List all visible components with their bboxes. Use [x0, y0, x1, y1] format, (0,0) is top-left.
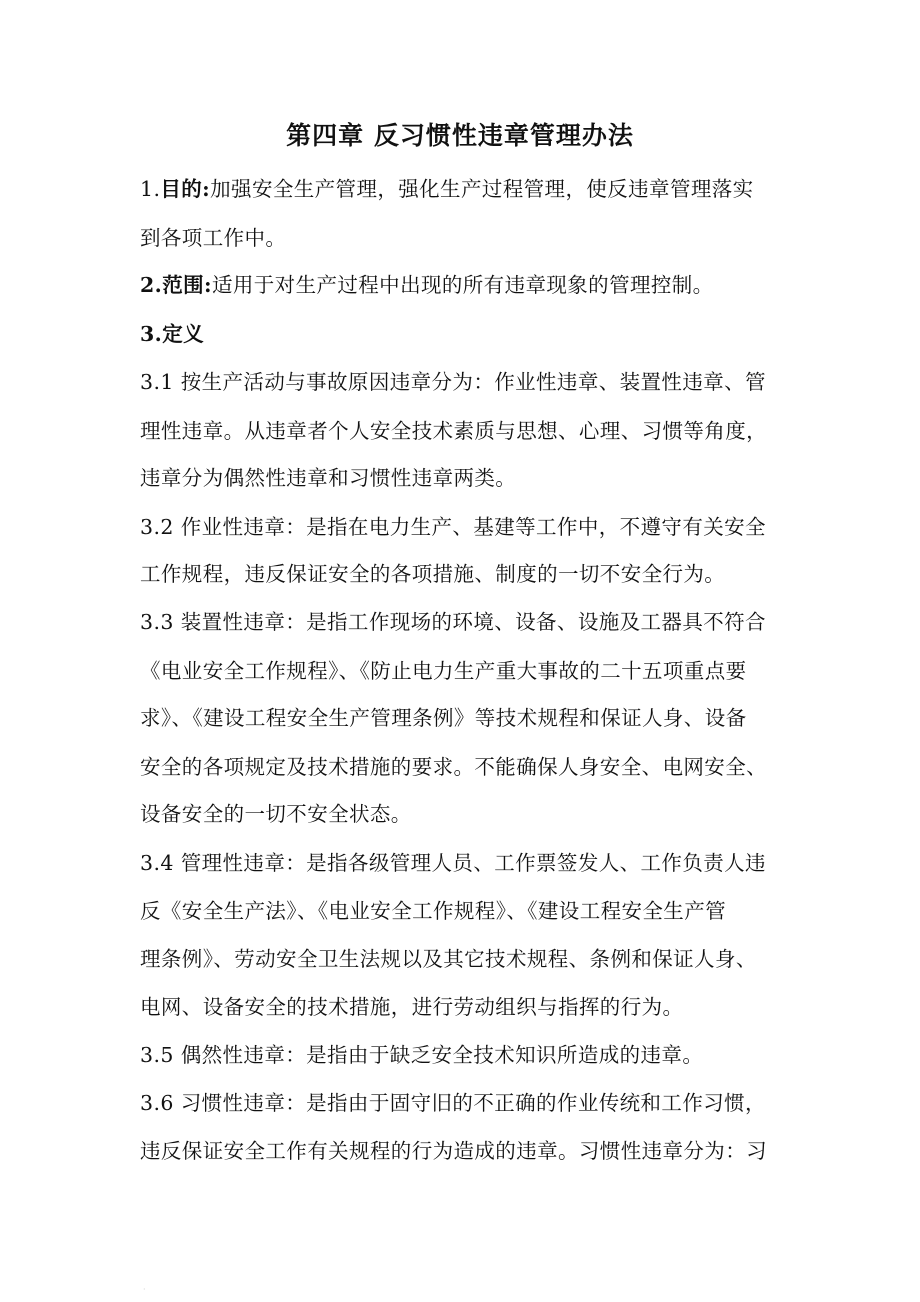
text-line: [140, 268, 714, 298]
text-line: 3.3 装置性违章：是指工作现场的环境、设备、设施及工器具不符合: [140, 610, 766, 634]
text-line: 设备安全的一切不安全状态。: [140, 802, 412, 826]
footer-mark: ·: [143, 1285, 146, 1294]
section-heading: 3.定义: [140, 322, 205, 346]
page-title: 第四章 反习惯性违章管理办法: [286, 121, 634, 150]
section-heading: 2.范围:: [140, 273, 212, 297]
section-number: 1.: [140, 177, 161, 201]
text-line: 《电业安全工作规程》、《防止电力生产重大事故的二十五项重点要: [140, 659, 747, 683]
line-text: 适用于对生产过程中出现的所有违章现象的管理控制。: [211, 273, 714, 297]
text-line: 工作规程，违反保证安全的各项措施、制度的一切不安全行为。: [140, 562, 726, 586]
text-line: 3.2 作业性违章：是指在电力生产、基建等工作中，不遵守有关安全: [140, 515, 766, 539]
line-text: 加强安全生产管理，强化生产过程管理，使反违章管理落实: [210, 177, 754, 201]
text-line: 3.4 管理性违章：是指各级管理人员、工作票签发人、工作负责人违: [140, 851, 766, 875]
text-line: 3.1 按生产活动与事故原因违章分为：作业性违章、装置性违章、管: [140, 370, 766, 394]
text-line: 反《安全生产法》、《电业安全工作规程》、《建设工程安全生产管: [140, 899, 726, 923]
text-line: 电网、设备安全的技术措施，进行劳动组织与指挥的行为。: [140, 995, 684, 1019]
text-line: [140, 172, 754, 202]
text-line: 求》、《建设工程安全生产管理条例》等技术规程和保证人身、设备: [140, 706, 747, 730]
text-line: 违反保证安全工作有关规程的行为造成的违章。习惯性违章分为：习: [140, 1139, 767, 1163]
section-heading: 目的:: [160, 177, 211, 201]
text-line: 3.6 习惯性违章：是指由于固守旧的不正确的作业传统和工作习惯，: [140, 1091, 766, 1115]
text-line: 3.5 偶然性违章：是指由于缺乏安全技术知识所造成的违章。: [140, 1043, 704, 1067]
text-line: 安全的各项规定及技术措施的要求。不能确保人身安全、电网安全、: [140, 755, 767, 779]
text-line: [140, 317, 204, 347]
text-line: 理条例》、劳动安全卫生法规以及其它技术规程、条例和保证人身、: [140, 947, 757, 971]
text-line: 违章分为偶然性违章和习惯性违章两类。: [140, 466, 517, 490]
text-line: 理性违章。从违章者个人安全技术素质与思想、心理、习惯等角度，: [140, 419, 767, 443]
text-line: 到各项工作中。: [140, 226, 287, 250]
